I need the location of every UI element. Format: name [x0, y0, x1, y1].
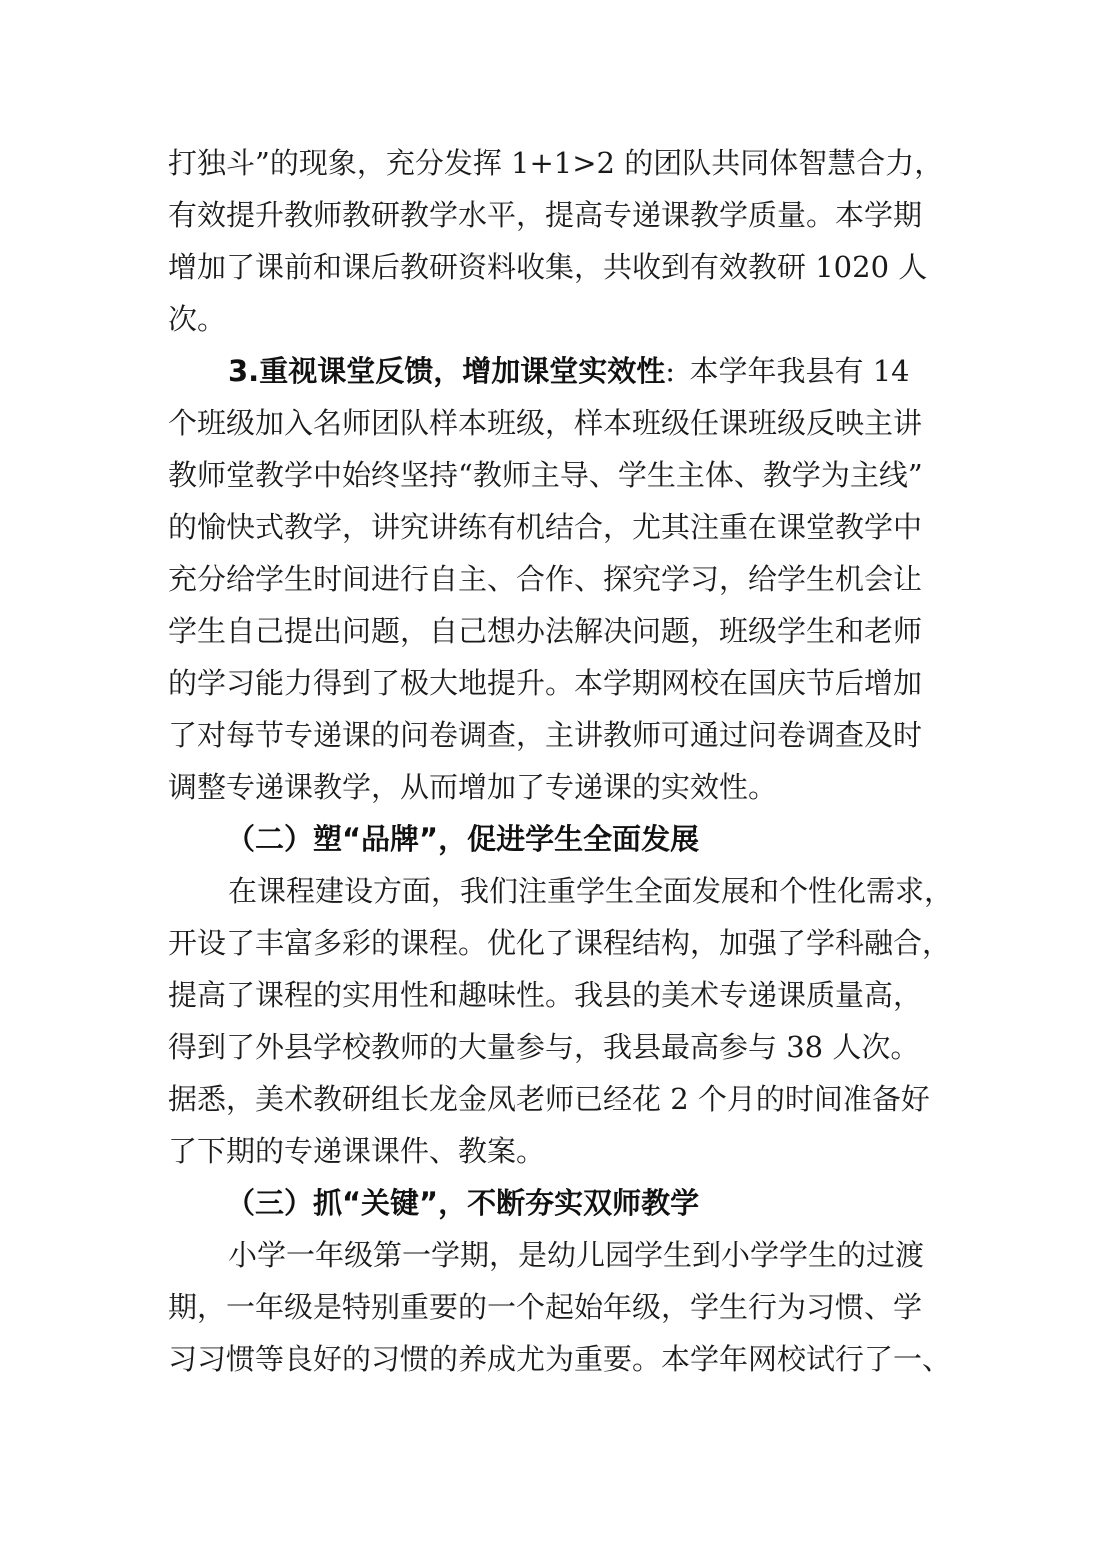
- paragraph-line: 增加了课前和课后教研资料收集，共收到有效教研 1020 人: [168, 250, 928, 284]
- point-3-line: [228, 351, 910, 391]
- paragraph-line: 在课程建设方面，我们注重学生全面发展和个性化需求，: [228, 874, 954, 908]
- paragraph-line: 了下期的专递课课件、教案。: [168, 1134, 546, 1168]
- paragraph-line: 得到了外县学校教师的大量参与，我县最高参与 38 人次。: [168, 1030, 920, 1064]
- paragraph-line: 小学一年级第一学期，是幼儿园学生到小学学生的过渡: [228, 1238, 925, 1272]
- paragraph-line: 了对每节专递课的问卷调查，主讲教师可通过问卷调查及时: [168, 718, 923, 752]
- paragraph-line: 习习惯等良好的习惯的养成尤为重要。本学年网校试行了一、: [168, 1342, 952, 1376]
- point-3-heading: 3.重视课堂反馈，增加课堂实效性: [228, 354, 666, 388]
- section-2-heading: （二）塑“品牌”，促进学生全面发展: [226, 822, 700, 856]
- paragraph-line: 开设了丰富多彩的课程。优化了课程结构，加强了学科融合，: [168, 926, 952, 960]
- paragraph-line: 次。: [168, 302, 227, 336]
- paragraph-line: 期，一年级是特别重要的一个起始年级，学生行为习惯、学: [168, 1290, 923, 1324]
- paragraph-line: 充分给学生时间进行自主、合作、探究学习，给学生机会让: [168, 562, 923, 596]
- paragraph-line: 学生自己提出问题，自己想办法解决问题，班级学生和老师: [168, 614, 923, 648]
- paragraph-line: 提高了课程的实用性和趣味性。我县的美术专递课质量高，: [168, 978, 923, 1012]
- section-3-heading: （三）抓“关键”，不断夯实双师教学: [226, 1186, 700, 1220]
- paragraph-line: 的学习能力得到了极大地提升。本学期网校在国庆节后增加: [168, 666, 923, 700]
- paragraph-line: 打独斗”的现象，充分发挥 1+1>2 的团队共同体智慧合力，: [168, 146, 944, 180]
- paragraph-line: 个班级加入名师团队样本班级，样本班级任课班级反映主讲: [168, 406, 923, 440]
- paragraph-line: 有效提升教师教研教学水平，提高专递课教学质量。本学期: [168, 198, 923, 232]
- paragraph-line: 调整专递课教学，从而增加了专递课的实效性。: [168, 770, 778, 804]
- paragraph-line: 据悉，美术教研组长龙金凤老师已经花 2 个月的时间准备好: [168, 1082, 930, 1116]
- point-3-text: 本学年我县有 14: [689, 354, 910, 388]
- point-3-colon: :: [665, 354, 675, 388]
- paragraph-line: 教师堂教学中始终坚持“教师主导、学生主体、教学为主线”: [168, 458, 923, 492]
- paragraph-line: 的愉快式教学，讲究讲练有机结合，尤其注重在课堂教学中: [168, 510, 923, 544]
